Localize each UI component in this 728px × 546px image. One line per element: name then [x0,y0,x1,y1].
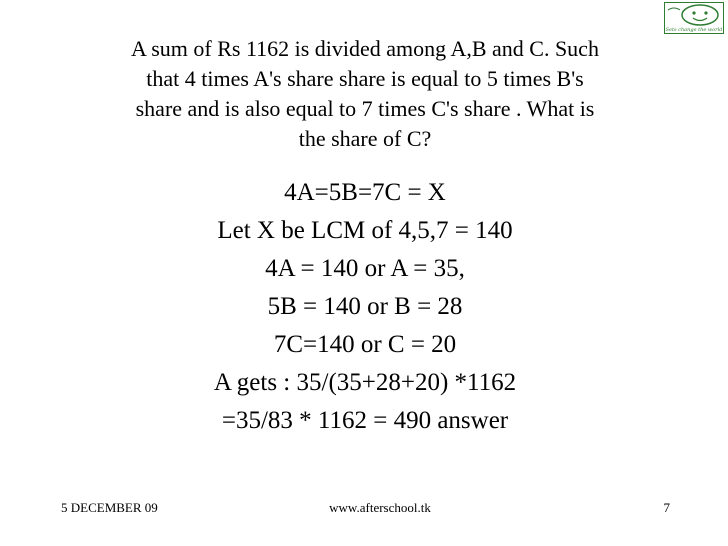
solution-line: =35/83 * 1162 = 490 answer [221,407,509,434]
footer-date: 5 DECEMBER 09 [61,500,158,515]
solution-line: A gets : 35/(35+28+20) *1162 [213,369,517,396]
footer-url: www.afterschool.tk [329,500,431,515]
solution-line: 4A=5B=7C = X [284,179,446,206]
solution-line: 5B = 140 or B = 28 [267,293,463,320]
page-number: 7 [663,500,670,515]
solution-line: Let X be LCM of 4,5,7 = 140 [217,217,513,244]
logo-caption: Sets change the world [665,27,723,33]
title-line: the share of C? [298,126,432,151]
solution-line: 4A = 140 or A = 35, [265,255,465,282]
question-title [52,34,678,154]
solution-body [110,174,620,440]
solution-line: 7C=140 or C = 20 [273,331,457,358]
title-line: that 4 times A's share share is equal to 5 times B's [146,66,584,91]
title-line: share and is also equal to 7 times C's share . What is [135,96,595,121]
smiley-logo-icon [664,2,724,34]
title-line: A sum of Rs 1162 is divided among A,B and C. Such [131,36,599,61]
